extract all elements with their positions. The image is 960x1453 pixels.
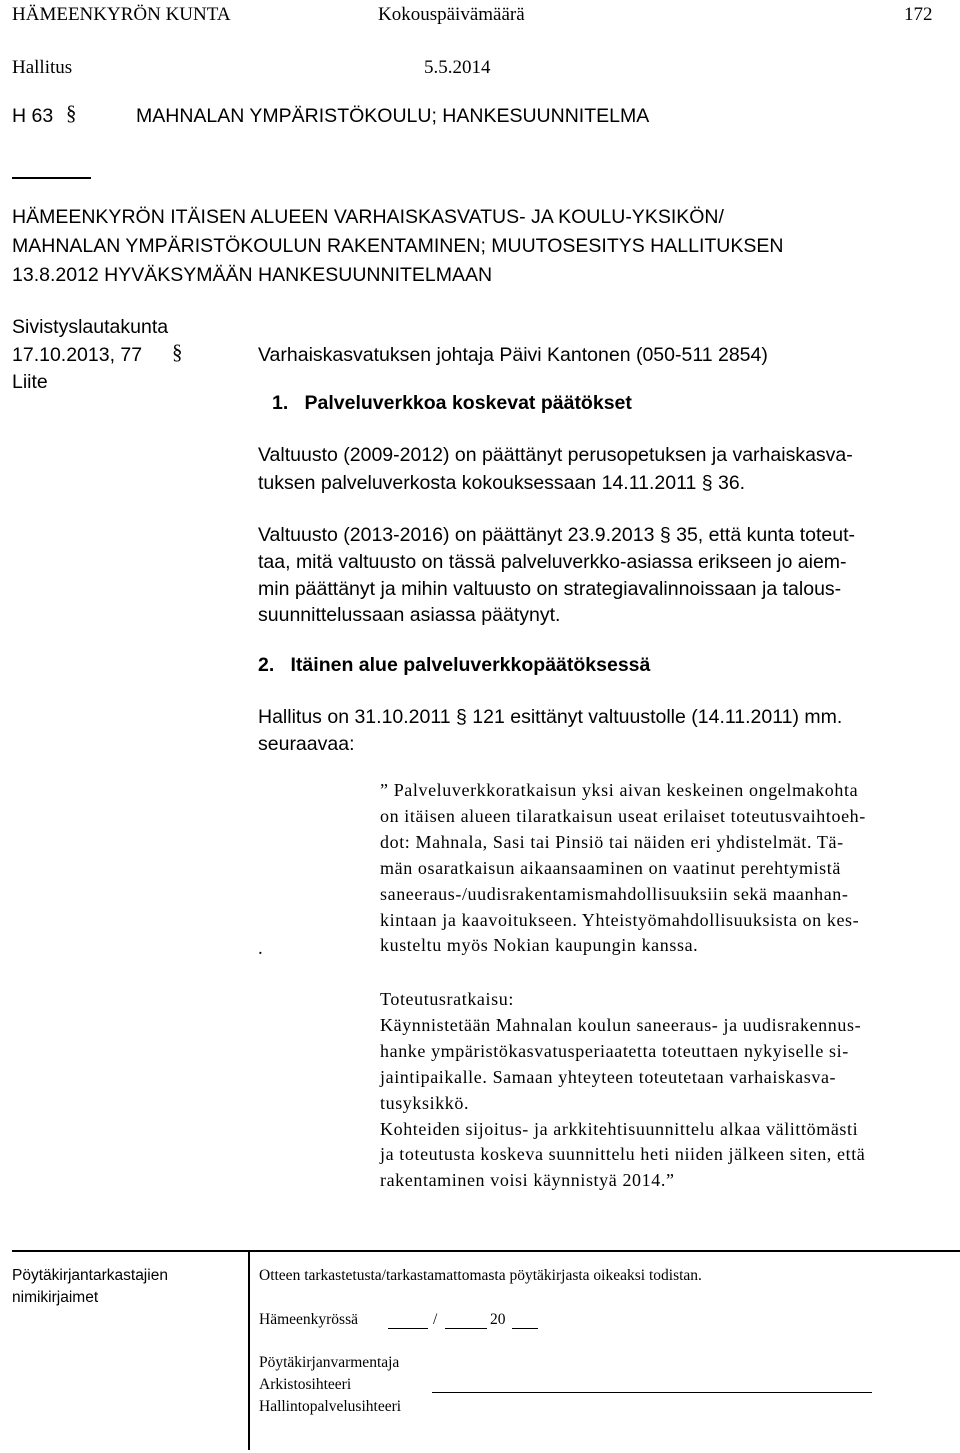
quote-p2-line-3: hanke ympäristökasvatusperiaatetta toteuttaen nykyiselle si- xyxy=(380,1041,849,1061)
footer-column-divider xyxy=(248,1250,250,1450)
footer-signature-line xyxy=(432,1392,872,1393)
quote-p1-line-4: män osaratkaisun aikaansaaminen on vaatinut perehtymistä xyxy=(380,858,841,878)
footer-archive-2: Hallintopalvelusihteeri xyxy=(259,1398,402,1415)
footer-top-rule xyxy=(12,1250,960,1252)
s1-para2-line-2: taa, mitä valtuusto on tässä palveluverkko-asiassa erikseen jo aiem- xyxy=(258,551,847,573)
quote-p1-line-6: kintaan ja kaavoitukseen. Yhteistyömahdollisuuksista on kes- xyxy=(380,910,860,930)
s1-para2-line-3: min päättänyt ja mihin valtuusto on strategiavalinnoissaan ja talous- xyxy=(258,578,842,600)
quote-p1-line-2: on itäisen alueen tilaratkaisun useat erilaiset toteutusvaihtoeh- xyxy=(380,806,866,826)
quote-p2-line-4: jaintipaikalle. Samaan yhteyteen toteutetaan varhaiskasva- xyxy=(380,1067,837,1087)
committee-name: Sivistyslautakunta xyxy=(12,316,169,338)
s1-para1-line-1: Valtuusto (2009-2012) on päättänyt perusopetuksen ja varhaiskasva- xyxy=(258,444,853,466)
s2-para-line-1: Hallitus on 31.10.2011 § 121 esittänyt valtuustolle (14.11.2011) mm. xyxy=(258,706,843,728)
quote-p2-line-2: Käynnistetään Mahnalan koulun saneeraus- ja uudisrakennus- xyxy=(380,1015,862,1035)
subject-line-1: HÄMEENKYRÖN ITÄISEN ALUEEN VARHAISKASVATUS- JA KOULU-YKSIKÖN/ xyxy=(12,206,724,228)
footer-month-blank xyxy=(445,1328,487,1329)
s2-para-line-2: seuraavaa: xyxy=(258,733,355,755)
footer-initials-label-2: nimikirjaimet xyxy=(12,1289,99,1306)
quote-p2-line-7: ja toteutusta koskeva suunnittelu heti niiden jälkeen siten, että xyxy=(380,1144,866,1164)
footer-day-blank xyxy=(388,1328,428,1329)
preparer: Varhaiskasvatuksen johtaja Päivi Kantonen (050-511 2854) xyxy=(258,344,768,366)
footer-initials-label-1: Pöytäkirjantarkastajien xyxy=(12,1267,168,1284)
quote-p1-line-3: dot: Mahnala, Sasi tai Pinsiö tai näiden eri yhdistelmät. Tä- xyxy=(380,832,844,852)
body-name: Hallitus xyxy=(12,57,73,78)
s1-para1-line-2: tuksen palveluverkosta kokouksessaan 14.11.2011 § 36. xyxy=(258,472,746,494)
item-title: MAHNALAN YMPÄRISTÖKOULU; HANKESUUNNITELMA xyxy=(136,105,650,127)
page-number: 172 xyxy=(904,4,933,25)
quote-p2-line-1: Toteutusratkaisu: xyxy=(380,989,514,1009)
quote-p2-line-5: tusyksikkö. xyxy=(380,1093,470,1113)
meeting-date: 5.5.2014 xyxy=(424,57,491,78)
footer-copy-note: Otteen tarkastetusta/tarkastamattomasta pöytäkirjasta oikeaksi todistan. xyxy=(259,1267,702,1284)
quote-p2-line-8: rakentaminen voisi käynnistyä 2014.” xyxy=(380,1170,675,1190)
subject-line-2: MAHNALAN YMPÄRISTÖKOULUN RAKENTAMINEN; MUUTOSESITYS HALLITUKSEN xyxy=(12,235,784,257)
footer-certifier: Pöytäkirjanvarmentaja xyxy=(259,1354,400,1371)
s1-para2-line-1: Valtuusto (2013-2016) on päättänyt 23.9.2013 § 35, että kunta toteut- xyxy=(258,524,855,546)
quote-p1-line-7: kusteltu myös Nokian kaupungin kanssa. xyxy=(380,935,699,955)
quote-p1-line-5: saneeraus-/uudisrakentamismahdollisuuksiin sekä maanhan- xyxy=(380,884,849,904)
meeting-date-label: Kokouspäivämäärä xyxy=(378,4,525,25)
left-dot: . xyxy=(258,938,263,959)
footer-date-slash: / xyxy=(433,1311,438,1328)
footer-year-blank xyxy=(512,1328,538,1329)
section-1-heading: 1. Palveluverkkoa koskevat päätökset xyxy=(272,392,632,414)
municipality-name: HÄMEENKYRÖN KUNTA xyxy=(12,4,231,25)
s1-para2-line-4: suunnittelussaan asiassa päätynyt. xyxy=(258,604,561,626)
subject-line-3: 13.8.2012 HYVÄKSYMÄÄN HANKESUUNNITELMAAN xyxy=(12,264,493,286)
footer-archive-1: Arkistosihteeri xyxy=(259,1376,352,1393)
section-2-heading: 2. Itäinen alue palveluverkkopäätöksessä xyxy=(258,654,651,676)
quote-p1-line-1: ” Palveluverkkoratkaisun yksi aivan keskeinen ongelmakohta xyxy=(380,780,859,800)
attachment-label: Liite xyxy=(12,371,48,393)
section-sign: § xyxy=(66,101,77,125)
quote-p2-line-6: Kohteiden sijoitus- ja arkkitehtisuunnittelu alkaa välittömästi xyxy=(380,1119,859,1139)
committee-ref: 17.10.2013, 77 xyxy=(12,344,143,366)
footer-place: Hämeenkyrössä xyxy=(259,1311,358,1328)
section-sign: § xyxy=(172,340,183,364)
footer-year-prefix: 20 xyxy=(490,1311,506,1328)
item-number: H 63 xyxy=(12,105,54,127)
title-divider xyxy=(12,177,91,179)
